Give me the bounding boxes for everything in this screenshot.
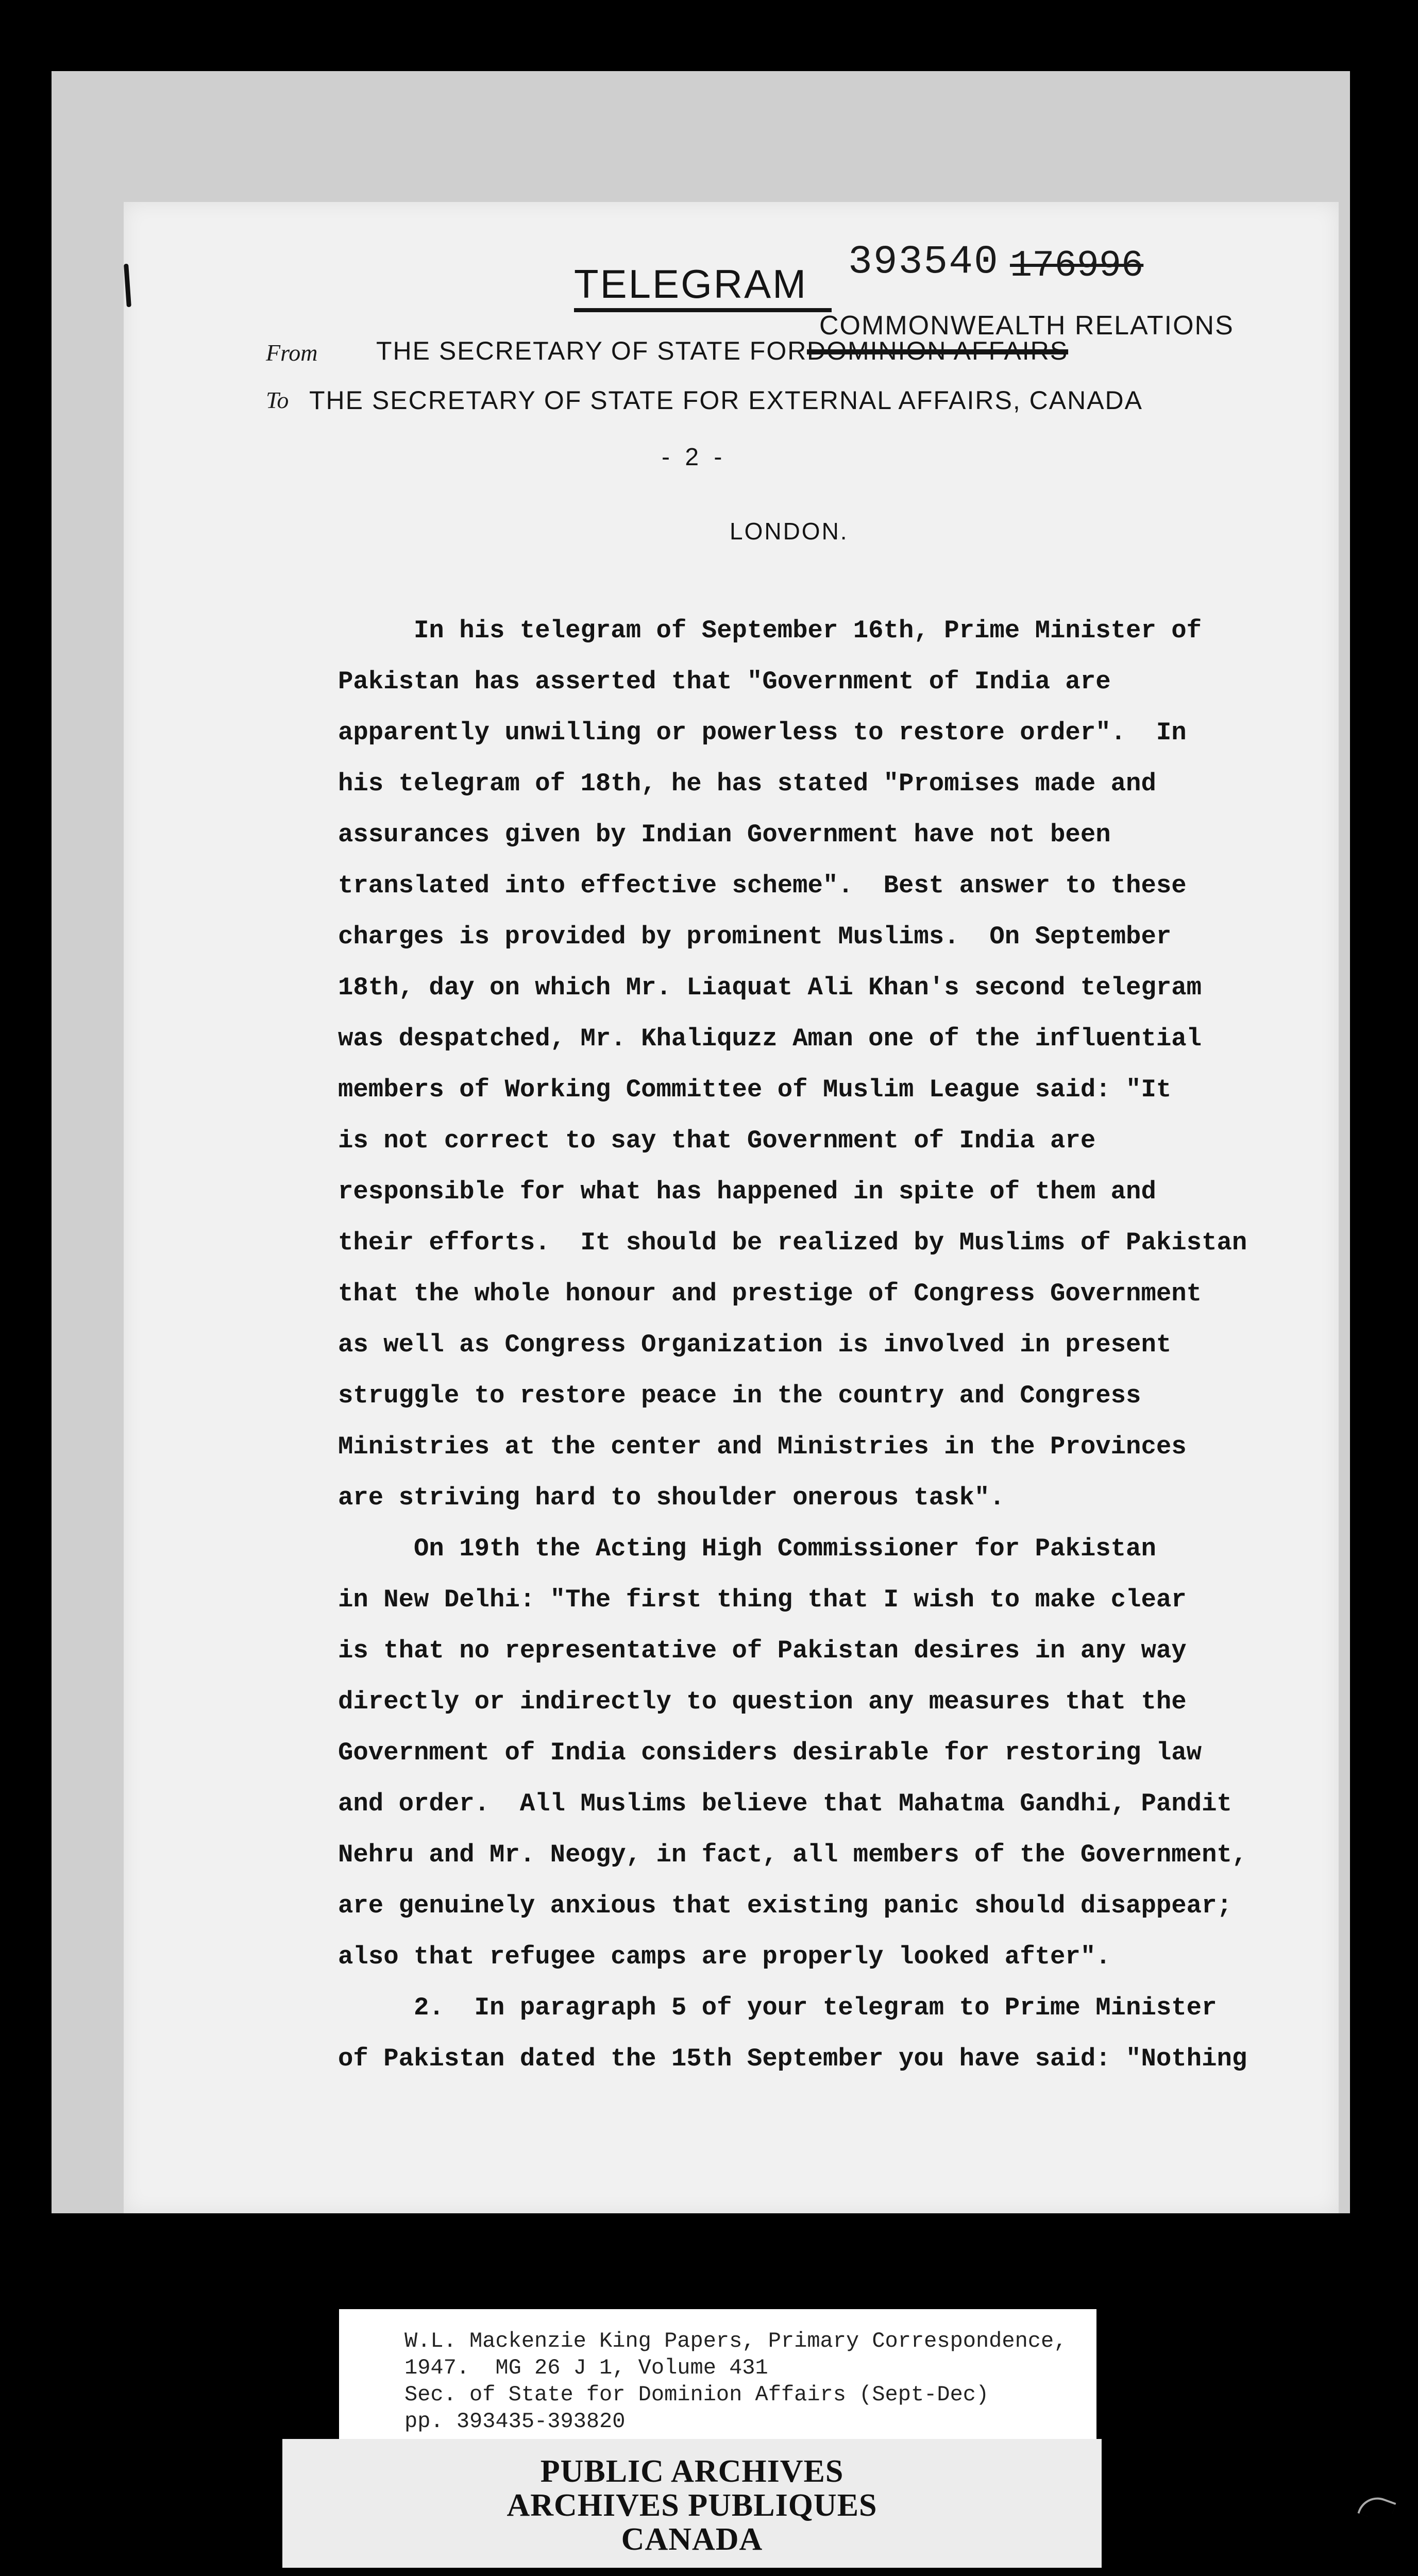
body-line: translated into effective scheme". Best answer to these (338, 871, 1187, 900)
struck-old-number: 176996 (1010, 245, 1144, 287)
page-number: - 2 - (662, 444, 727, 471)
telegram-title: TELEGRAM (574, 261, 808, 307)
body-line: is not correct to say that Government of India are (338, 1126, 1096, 1155)
body-line: struggle to restore peace in the country and Congress (338, 1381, 1141, 1410)
citation-line: Sec. of State for Dominion Affairs (Sept-Dec) (404, 2382, 989, 2407)
archive-line: CANADA (621, 2522, 763, 2557)
body-line: 18th, day on which Mr. Liaquat Ali Khan's second telegram (338, 973, 1202, 1002)
to-recipient: THE SECRETARY OF STATE FOR EXTERNAL AFFAIRS, CANADA (309, 386, 1143, 415)
from-label: From (266, 340, 318, 366)
body-line: Pakistan has asserted that "Government of India are (338, 667, 1111, 696)
to-label: To (266, 387, 289, 413)
body-line: that the whole honour and prestige of Congress Government (338, 1279, 1202, 1308)
body-line: his telegram of 18th, he has stated "Promises made and (338, 769, 1156, 798)
body-line: was despatched, Mr. Khaliquzz Aman one of the influential (338, 1024, 1202, 1053)
archive-line: PUBLIC ARCHIVES (540, 2454, 844, 2489)
struck-dominion-affairs: DOMINION AFFAIRS (807, 336, 1069, 365)
body-line: Ministries at the center and Ministries in the Provinces (338, 1432, 1187, 1461)
archive-line: ARCHIVES PUBLIQUES (507, 2488, 877, 2523)
citation-line: pp. 393435-393820 (404, 2409, 626, 2434)
document-number: 393540 (848, 240, 999, 285)
body-line: their efforts. It should be realized by Muslims of Pakistan (338, 1228, 1247, 1257)
body-line: as well as Congress Organization is involved in present (338, 1330, 1172, 1359)
body-line: members of Working Committee of Muslim League said: "It (338, 1075, 1172, 1104)
body-line: also that refugee camps are properly looked after". (338, 1942, 1111, 1971)
body-line: directly or indirectly to question any measures that the (338, 1687, 1187, 1716)
source-citation-card (339, 2309, 1096, 2443)
body-line: apparently unwilling or powerless to restore order". In (338, 718, 1187, 747)
body-line: responsible for what has happened in spite of them and (338, 1177, 1156, 1206)
body-line: in New Delhi: "The first thing that I wish to make clear (338, 1585, 1187, 1614)
body-line: are striving hard to shoulder onerous task". (338, 1483, 1005, 1512)
citation-line: 1947. MG 26 J 1, Volume 431 (404, 2355, 768, 2380)
body-line: assurances given by Indian Government have not been (338, 820, 1111, 849)
body-line: is that no representative of Pakistan desires in any way (338, 1636, 1187, 1665)
place-line: LONDON. (730, 518, 849, 545)
body-line: charges is provided by prominent Muslims. On September (338, 922, 1172, 951)
body-line: Government of India considers desirable for restoring law (338, 1738, 1202, 1767)
body-line: On 19th the Acting High Commissioner for Pakistan (338, 1534, 1156, 1563)
archive-stamp (282, 2439, 1102, 2568)
title-underline (574, 308, 832, 312)
body-line: In his telegram of September 16th, Prime Minister of (338, 616, 1202, 645)
body-line: are genuinely anxious that existing panic should disappear; (338, 1891, 1232, 1920)
body-line: Nehru and Mr. Neogy, in fact, all members of the Government, (338, 1840, 1247, 1869)
body-line: of Pakistan dated the 15th September you have said: "Nothing (338, 2044, 1247, 2073)
corner-scratch-mark (1357, 2492, 1396, 2524)
from-sender: THE SECRETARY OF STATE FOR (376, 336, 807, 365)
body-line: 2. In paragraph 5 of your telegram to Prime Minister (338, 1993, 1217, 2022)
replacement-text: COMMONWEALTH RELATIONS (819, 311, 1234, 341)
body-line: and order. All Muslims believe that Mahatma Gandhi, Pandit (338, 1789, 1232, 1818)
citation-line: W.L. Mackenzie King Papers, Primary Correspondence, (404, 2329, 1067, 2353)
